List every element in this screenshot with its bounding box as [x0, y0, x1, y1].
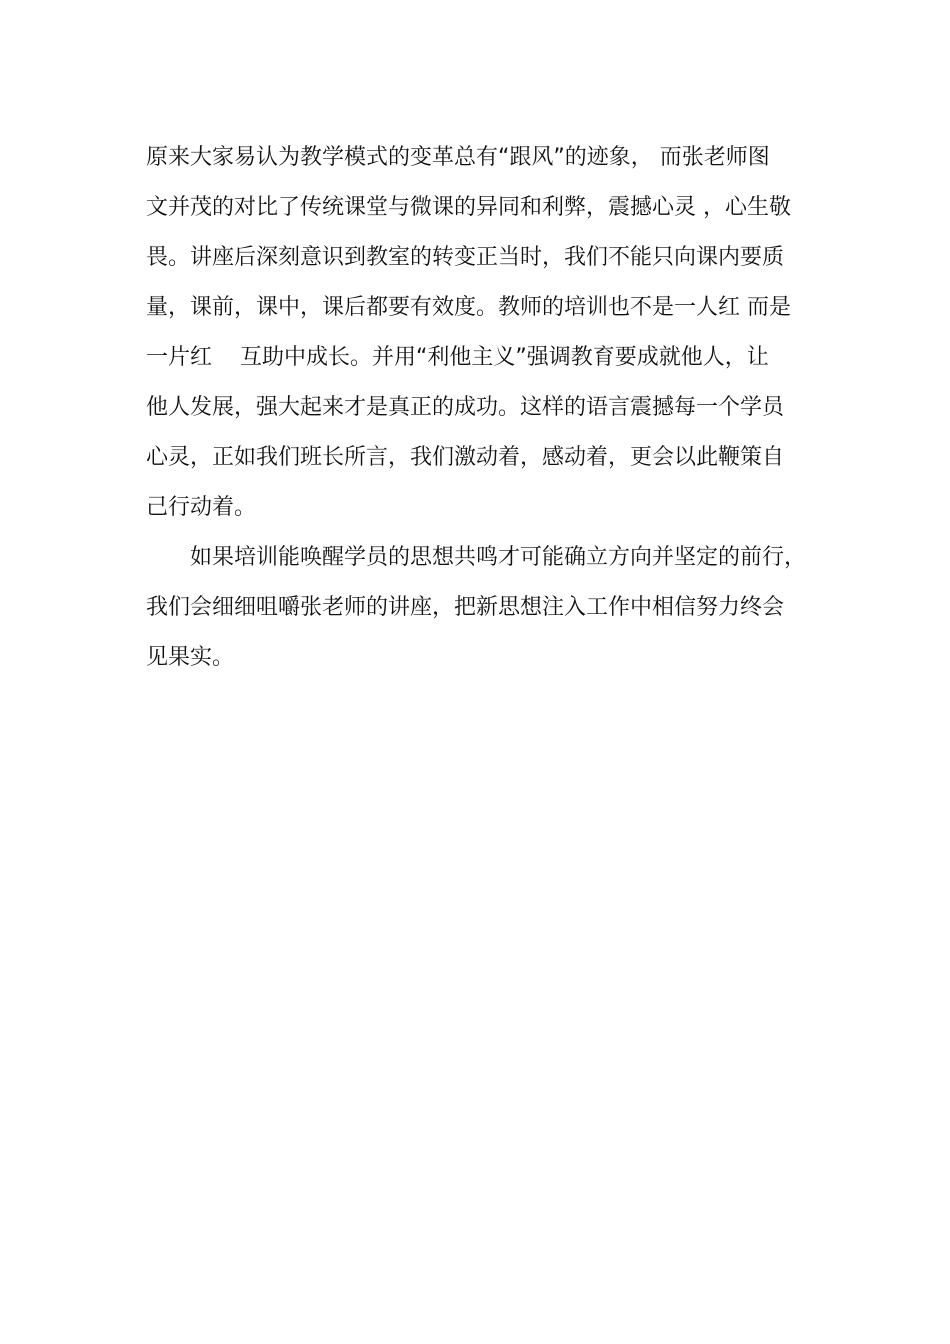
text-line: 如果培训能唤醒学员的思想共鸣才可能确立方向并坚定的前行， — [190, 545, 807, 570]
text-line: 心灵，正如我们班长所言，我们激动着，感动着，更会以此鞭策自 — [146, 445, 785, 470]
document-body — [146, 133, 816, 683]
text-line: 他人发展，强大起来才是真正的成功。这样的语言震撼每一个学员 — [146, 395, 785, 420]
text-line: 文并茂的对比了传统课堂与微课的异同和利弊，震撼心灵 ，心生敬 — [146, 195, 791, 220]
text-line: 量，课前，课中，课后都要有效度。教师的培训也不是一人红 而是 — [146, 295, 791, 320]
text-line: 己行动着。 — [146, 495, 257, 520]
text-line: 原来大家易认为教学模式的变革总有“跟风”的迹象， 而张老师图 — [146, 145, 770, 170]
text-line: 我们会细细咀嚼张老师的讲座，把新思想注入工作中相信努力终会 — [146, 595, 785, 620]
paragraph-2 — [146, 533, 816, 683]
paragraph-1 — [146, 133, 816, 533]
text-line: 一片红 互助中成长。并用“利他主义”强调教育要成就他人，让 — [146, 345, 769, 370]
text-line: 见果实。 — [146, 645, 235, 670]
text-line: 畏。讲座后深刻意识到教室的转变正当时，我们不能只向课内要质 — [146, 245, 785, 270]
